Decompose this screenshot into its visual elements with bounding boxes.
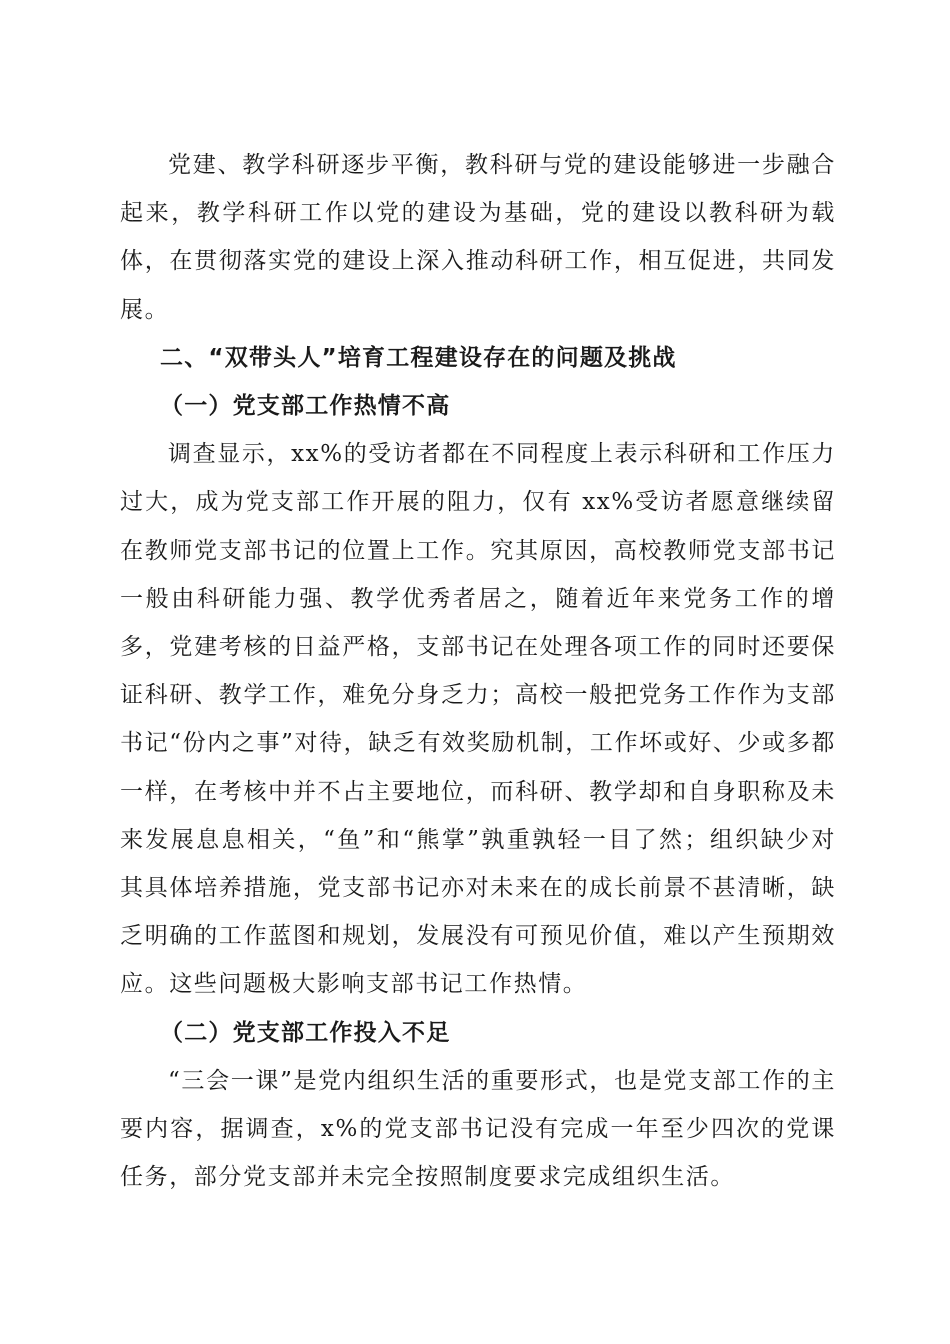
document-body — [120, 141, 836, 1201]
subsection-heading-2: （二）党支部工作投入不足 — [160, 1018, 451, 1046]
paragraph-intro-continuation: 党建、教学科研逐步平衡，教科研与党的建设能够进一步融合起来，教学科研工作以党的建设为基础，党的建设以教科研为载体，在贯彻落实党的建设上深入推动科研工作，相互促进，共同发展。 — [120, 152, 836, 323]
subsection-heading-1: （一）党支部工作热情不高 — [160, 392, 451, 420]
paragraph-survey-enthusiasm: 调查显示，xx%的受访者都在不同程度上表示科研和工作压力过大，成为党支部工作开展的阻力，仅有 xx%受访者愿意继续留在教师党支部书记的位置上工作。究其原因，高校教师党支部书记一般由科研能力强、教学优秀者居之，随着近年来党务工作的增多，党建考核的日益严格，支部书记在处理各项工作的同时还要保证科研、教学工作，难免分身乏力；高校一般把党务工作作为支部书记“份内之事”对待，缺乏有效奖励机制，工作坏或好、少或多都一样，在考核中并不占主要地位，而科研、教学却和自身职称及未来发展息息相关，“鱼”和“熊掌”孰重孰轻一目了然；组织缺少对其具体培养措施，党支部书记亦对未来在的成长前景不甚清晰，缺乏明确的工作蓝图和规划，发展没有可预见价值，难以产生预期效应。这些问题极大影响支部书记工作热情。 — [120, 441, 836, 998]
section-heading-2: 二、“双带头人”培育工程建设存在的问题及挑战 — [160, 344, 677, 371]
paragraph-three-meetings: “三会一课”是党内组织生活的重要形式，也是党支部工作的主要内容，据调查，x%的党支部书记没有完成一年至少四次的党课任务，部分党支部并未完全按照制度要求完成组织生活。 — [120, 1067, 836, 1191]
